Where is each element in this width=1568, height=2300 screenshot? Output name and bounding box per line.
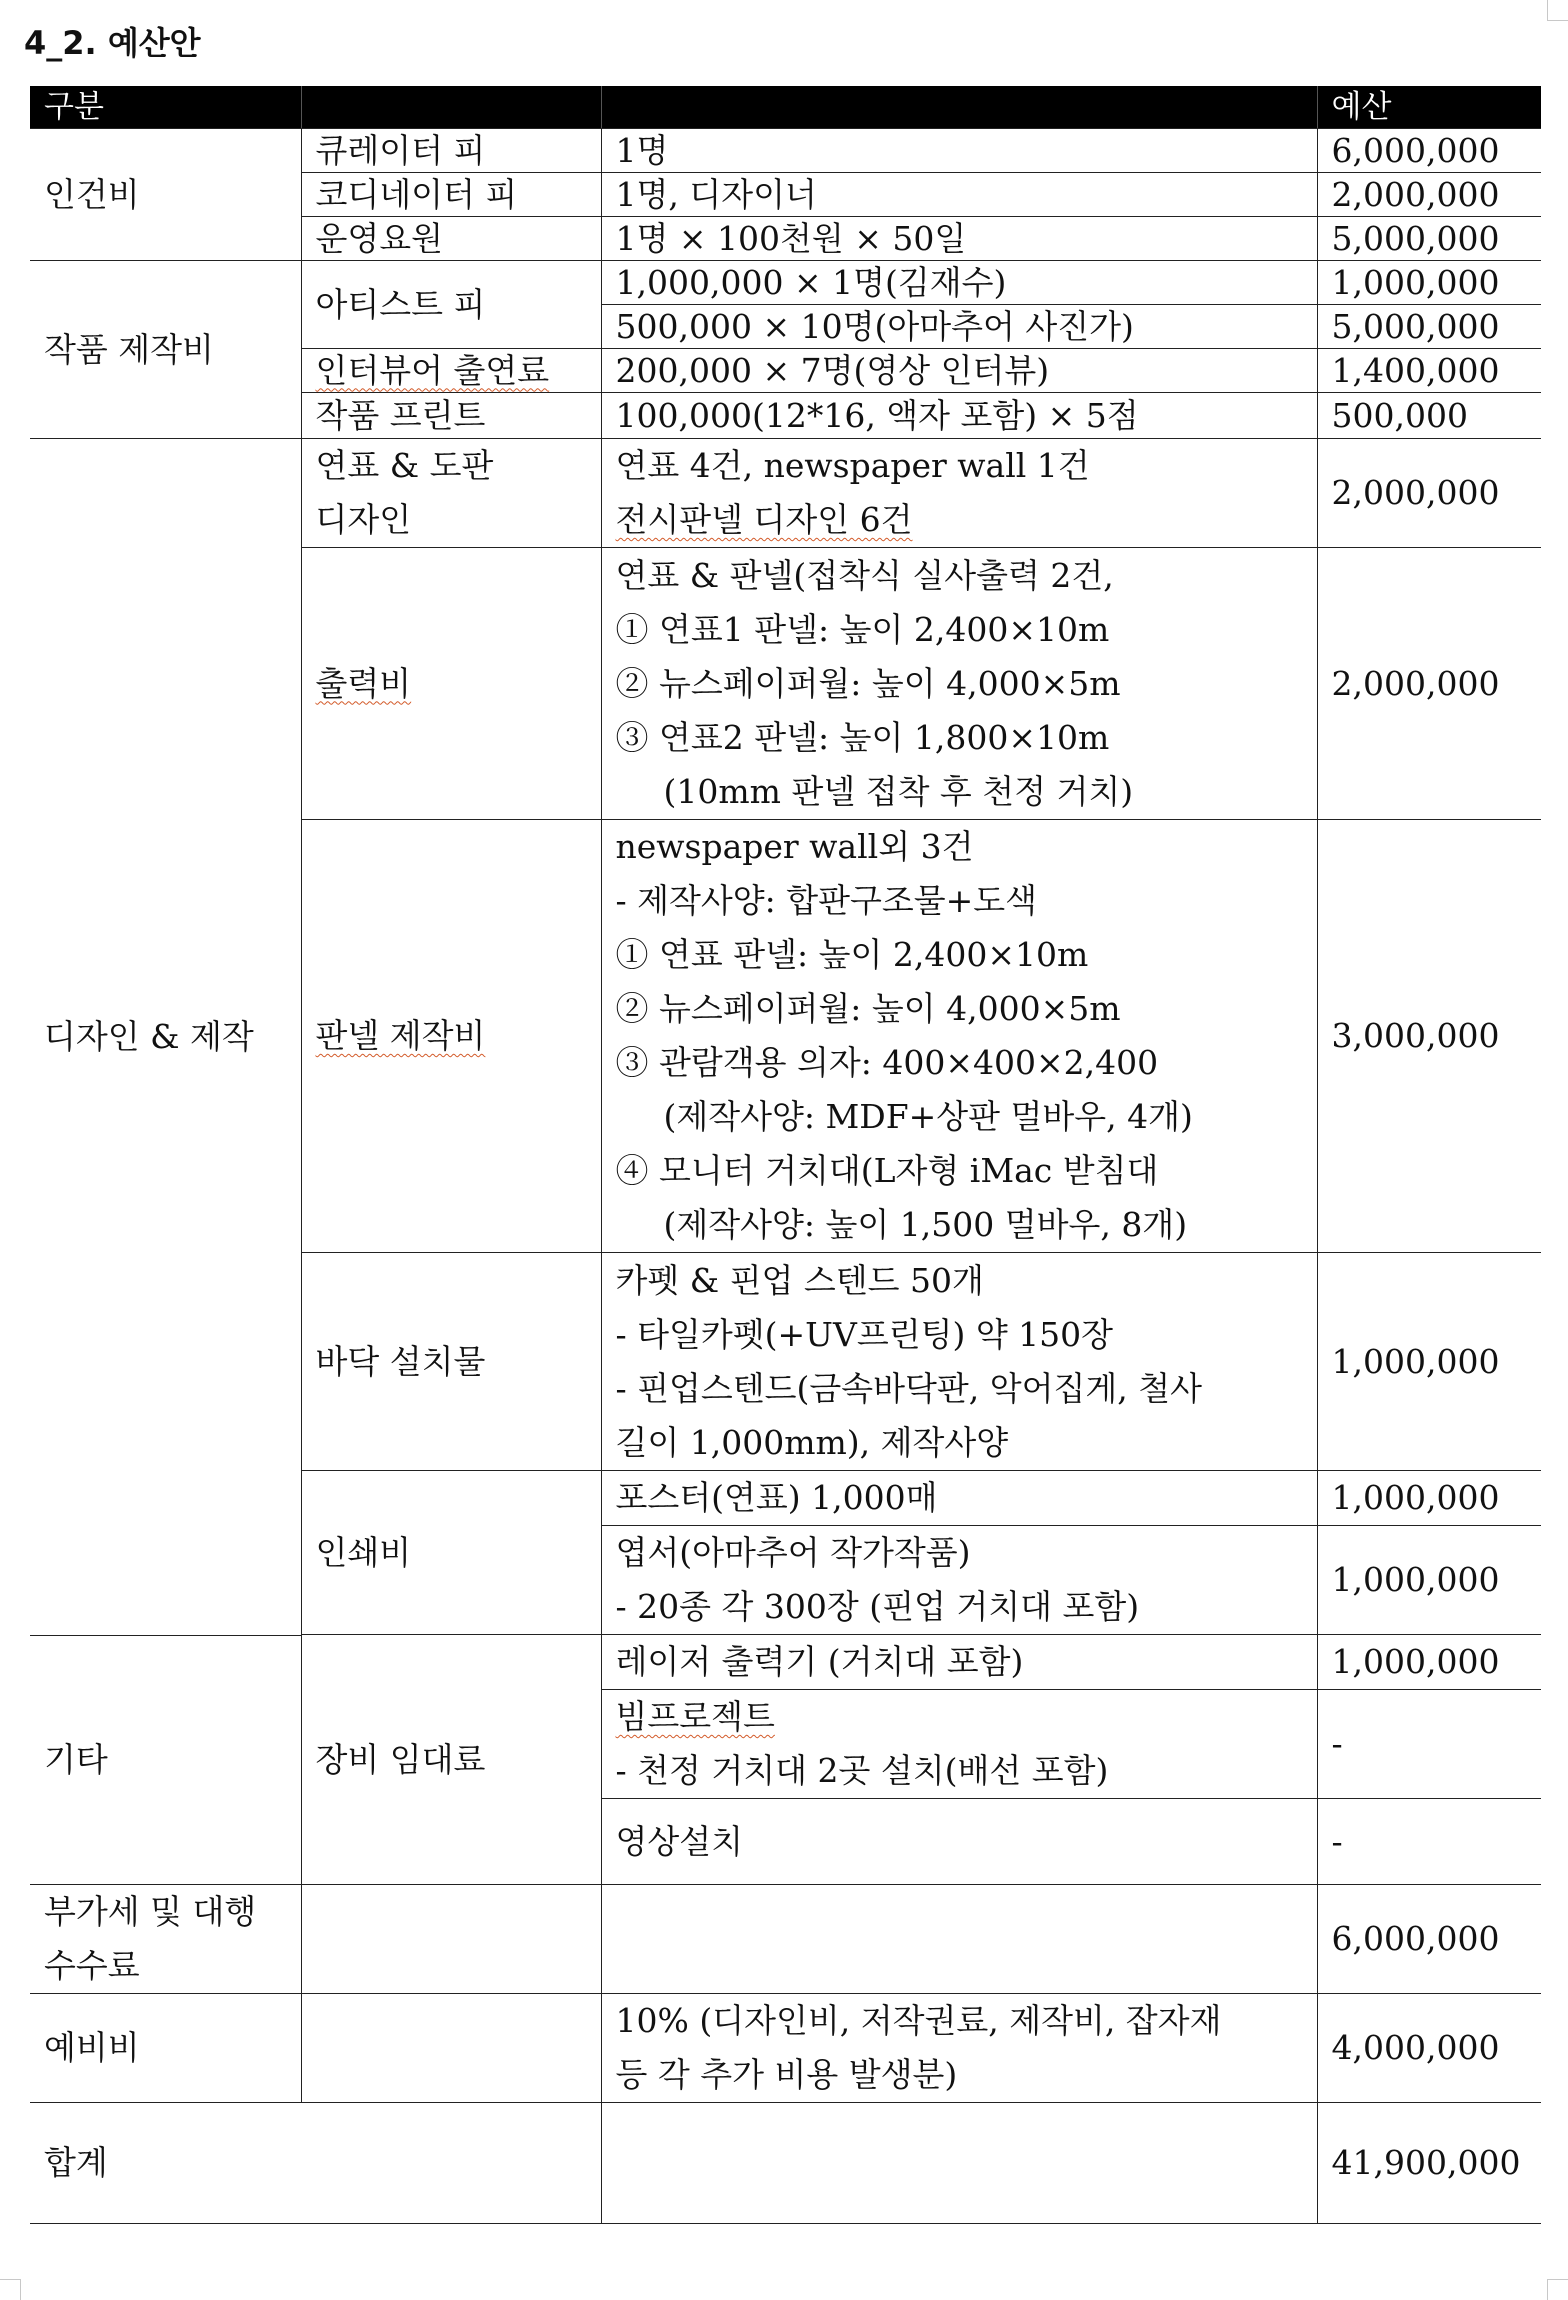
- detail-cell: 레이저 출력기 (거치대 포함): [601, 1635, 1317, 1690]
- detail-line: ③ 연표2 판넬: 높이 1,800×10m: [615, 717, 1110, 757]
- budget-table: [30, 86, 1541, 2224]
- item-cell: [301, 548, 601, 820]
- detail-cell: [601, 1526, 1317, 1635]
- detail-cell: [601, 1690, 1317, 1799]
- header-detail: [601, 86, 1317, 129]
- header-budget: 예산: [1317, 86, 1541, 129]
- detail-cell: [601, 1994, 1317, 2103]
- amount-cell: 5,000,000: [1317, 305, 1541, 349]
- amount-cell: 3,000,000: [1317, 820, 1541, 1253]
- detail-line: ③ 관람객용 의자: 400×400×2,400: [615, 1043, 1159, 1082]
- detail-line: (10mm 판넬 접착 후 천정 거치): [663, 771, 1134, 811]
- detail-line: 10% (디자인비, 저작권료, 제작비, 잡자재: [615, 2001, 1222, 2040]
- amount-cell: 1,000,000: [1317, 261, 1541, 305]
- detail-cell: 1명: [601, 129, 1317, 173]
- detail-cell: [601, 2103, 1317, 2224]
- detail-line: 등 각 추가 비용 발생분): [615, 2055, 958, 2094]
- detail-line: - 20종 각 300장 (핀업 거치대 포함): [615, 1587, 1140, 1626]
- amount-cell: -: [1317, 1799, 1541, 1885]
- amount-cell: 6,000,000: [1317, 1885, 1541, 1994]
- item-label: 판넬 제작비: [315, 1016, 486, 1055]
- category-labor: 인건비: [30, 129, 301, 261]
- total-amount: 41,900,000: [1317, 2103, 1541, 2224]
- detail-cell: 500,000 × 10명(아마추어 사진가): [601, 305, 1317, 349]
- item-cell: 장비 임대료: [301, 1635, 601, 1885]
- amount-cell: 1,000,000: [1317, 1526, 1541, 1635]
- item-line: 디자인: [315, 500, 412, 539]
- detail-line: - 제작사양: 합판구조물+도색: [615, 881, 1038, 920]
- category-reserve: 예비비: [30, 1994, 301, 2103]
- detail-cell: 1명, 디자이너: [601, 173, 1317, 217]
- total-row: [30, 2103, 1541, 2224]
- detail-line: 빔프로젝트: [615, 1697, 775, 1736]
- detail-line: ① 연표1 판넬: 높이 2,400×10m: [615, 609, 1110, 649]
- header-category: 구분: [30, 86, 301, 129]
- detail-line: - 핀업스텐드(금속바닥판, 악어집게, 철사: [615, 1368, 1203, 1408]
- item-cell: 작품 프린트: [301, 393, 601, 439]
- table-row: [30, 439, 1541, 548]
- detail-cell: [601, 820, 1317, 1253]
- item-cell: [301, 1994, 601, 2103]
- amount-cell: 6,000,000: [1317, 129, 1541, 173]
- detail-cell: 1,000,000 × 1명(김재수): [601, 261, 1317, 305]
- detail-cell: 영상설치: [601, 1799, 1317, 1885]
- category-etc: 기타: [30, 1635, 301, 1885]
- item-cell: 코디네이터 피: [301, 173, 601, 217]
- category-line: 수수료: [44, 1946, 140, 1985]
- amount-cell: 1,400,000: [1317, 349, 1541, 393]
- page-corner-mark: [1547, 2279, 1568, 2300]
- detail-line: 카펫 & 핀업 스텐드 50개: [615, 1260, 984, 1300]
- detail-line: (제작사양: MDF+상판 멀바우, 4개): [663, 1097, 1193, 1136]
- category-design: 디자인 & 제작: [30, 439, 301, 1636]
- detail-cell: 200,000 × 7명(영상 인터뷰): [601, 349, 1317, 393]
- item-cell: 큐레이터 피: [301, 129, 601, 173]
- detail-line: 길이 1,000mm), 제작사양: [615, 1422, 1009, 1462]
- table-row: [30, 129, 1541, 173]
- category-vat: [30, 1885, 301, 1994]
- detail-line: (제작사양: 높이 1,500 멀바우, 8개): [663, 1205, 1188, 1244]
- amount-cell: 500,000: [1317, 393, 1541, 439]
- detail-line: ④ 모니터 거치대(L자형 iMac 받침대: [615, 1151, 1159, 1190]
- header-item: [301, 86, 601, 129]
- detail-line: ② 뉴스페이퍼월: 높이 4,000×5m: [615, 663, 1121, 703]
- amount-cell: 2,000,000: [1317, 173, 1541, 217]
- detail-cell: [601, 1885, 1317, 1994]
- total-label: 합계: [30, 2103, 601, 2224]
- detail-line: 연표 & 판넬(접착식 실사출력 2건,: [615, 555, 1114, 595]
- detail-line: 엽서(아마추어 작가작품): [615, 1533, 971, 1572]
- table-header-row: [30, 86, 1541, 129]
- item-line: 연표 & 도판: [315, 446, 494, 485]
- detail-line: newspaper wall외 3건: [615, 827, 974, 866]
- table-row: [30, 261, 1541, 305]
- detail-line: 연표 4건, newspaper wall 1건: [615, 446, 1090, 485]
- amount-cell: 2,000,000: [1317, 548, 1541, 820]
- detail-line: ① 연표 판넬: 높이 2,400×10m: [615, 935, 1089, 974]
- item-cell: 아티스트 피: [301, 261, 601, 349]
- detail-line: ② 뉴스페이퍼월: 높이 4,000×5m: [615, 989, 1121, 1028]
- detail-cell: [601, 439, 1317, 548]
- amount-cell: 4,000,000: [1317, 1994, 1541, 2103]
- amount-cell: 1,000,000: [1317, 1471, 1541, 1526]
- item-cell: [301, 820, 601, 1253]
- detail-line: - 천정 거치대 2곳 설치(배선 포함): [615, 1751, 1109, 1790]
- item-label: 출력비: [315, 663, 412, 703]
- item-cell: [301, 1885, 601, 1994]
- page-corner-mark: [1547, 0, 1568, 21]
- amount-cell: 1,000,000: [1317, 1253, 1541, 1471]
- section-heading: 4_2. 예산안: [24, 24, 201, 62]
- detail-cell: 포스터(연표) 1,000매: [601, 1471, 1317, 1526]
- amount-cell: -: [1317, 1690, 1541, 1799]
- amount-cell: 5,000,000: [1317, 217, 1541, 261]
- item-cell: [301, 349, 601, 393]
- amount-cell: 1,000,000: [1317, 1635, 1541, 1690]
- category-line: 부가세 및 대행: [44, 1892, 257, 1931]
- amount-cell: 2,000,000: [1317, 439, 1541, 548]
- item-cell: 인쇄비: [301, 1471, 601, 1635]
- table-row: [30, 1885, 1541, 1994]
- detail-cell: [601, 548, 1317, 820]
- item-cell: 바닥 설치물: [301, 1253, 601, 1471]
- detail-line: 전시판넬 디자인 6건: [615, 500, 913, 539]
- page-corner-mark: [0, 2279, 21, 2300]
- detail-line: - 타일카펫(+UV프린팅) 약 150장: [615, 1314, 1114, 1354]
- detail-cell: 100,000(12*16, 액자 포함) × 5점: [601, 393, 1317, 439]
- table-row: [30, 1994, 1541, 2103]
- table-row: [30, 1635, 1541, 1690]
- item-cell: [301, 439, 601, 548]
- detail-cell: 1명 × 100천원 × 50일: [601, 217, 1317, 261]
- item-cell: 운영요원: [301, 217, 601, 261]
- detail-cell: [601, 1253, 1317, 1471]
- category-production: 작품 제작비: [30, 261, 301, 439]
- item-label: 인터뷰어 출연료: [315, 350, 550, 390]
